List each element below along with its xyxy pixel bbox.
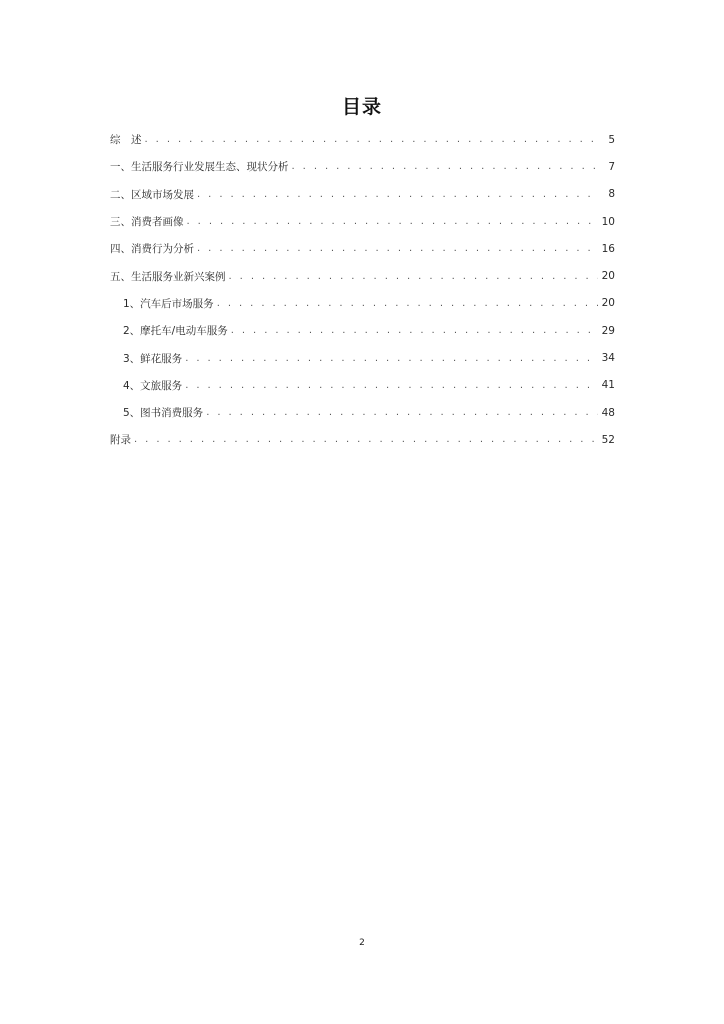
toc-entry-page: 5 [608,133,615,146]
toc-entry-label: 附录 [110,434,131,447]
toc-dot-leader [229,271,599,282]
toc-entry-page: 20 [601,297,615,310]
toc-entry-label: 4、文旅服务 [123,379,183,392]
toc-entry-page: 34 [601,352,615,365]
toc-entry-page: 16 [601,242,615,255]
toc-entry-subsection-5-4[interactable] [110,372,615,399]
toc-entry-page: 10 [601,215,615,228]
toc-entry-label: 5、图书消费服务 [123,407,204,420]
toc-entry-page: 8 [608,188,615,201]
toc-entry-page: 29 [601,324,615,337]
toc-entry-label: 四、消费行为分析 [110,243,194,256]
toc-entry-section-1[interactable] [110,153,615,180]
toc-entry-subsection-5-1[interactable] [110,290,615,317]
toc-dot-leader [206,407,598,418]
toc-entry-label: 三、消费者画像 [110,216,184,229]
toc-dot-leader [185,353,598,364]
toc-entry-subsection-5-3[interactable] [110,344,615,371]
toc-dot-leader [187,216,599,227]
toc-entry-label: 一、生活服务行业发展生态、现状分析 [110,161,289,174]
toc-entry-label: 2、摩托车/电动车服务 [123,325,228,338]
toc-dot-leader [134,434,598,445]
toc-entry-section-4[interactable] [110,235,615,262]
page-number: 2 [359,938,365,948]
toc-entry-page: 20 [601,270,615,283]
toc-entry-section-2[interactable] [110,181,615,208]
table-of-contents [110,126,615,454]
toc-entry-overview[interactable] [110,126,615,153]
toc-dot-leader [197,189,598,200]
toc-dot-leader [217,298,598,309]
toc-dot-leader [231,325,598,336]
toc-entry-label: 五、生活服务业新兴案例 [110,270,226,283]
toc-entry-label: 1、汽车后市场服务 [123,297,214,310]
toc-entry-label: 二、区域市场发展 [110,188,194,201]
toc-entry-page: 7 [608,160,615,173]
toc-dot-leader [197,243,598,254]
toc-entry-page: 48 [601,406,615,419]
toc-entry-section-3[interactable] [110,208,615,235]
toc-entry-page: 41 [601,379,615,392]
toc-title: 目录 [341,96,382,118]
toc-dot-leader [185,380,598,391]
toc-entry-label: 3、鲜花服务 [123,352,183,365]
toc-entry-subsection-5-2[interactable] [110,317,615,344]
toc-entry-section-5[interactable] [110,262,615,289]
toc-dot-leader [145,134,599,145]
toc-dot-leader [292,161,599,172]
toc-entry-appendix[interactable] [110,426,615,453]
toc-entry-label: 综 述 [110,134,142,147]
toc-entry-subsection-5-5[interactable] [110,399,615,426]
toc-entry-page: 52 [601,433,615,446]
